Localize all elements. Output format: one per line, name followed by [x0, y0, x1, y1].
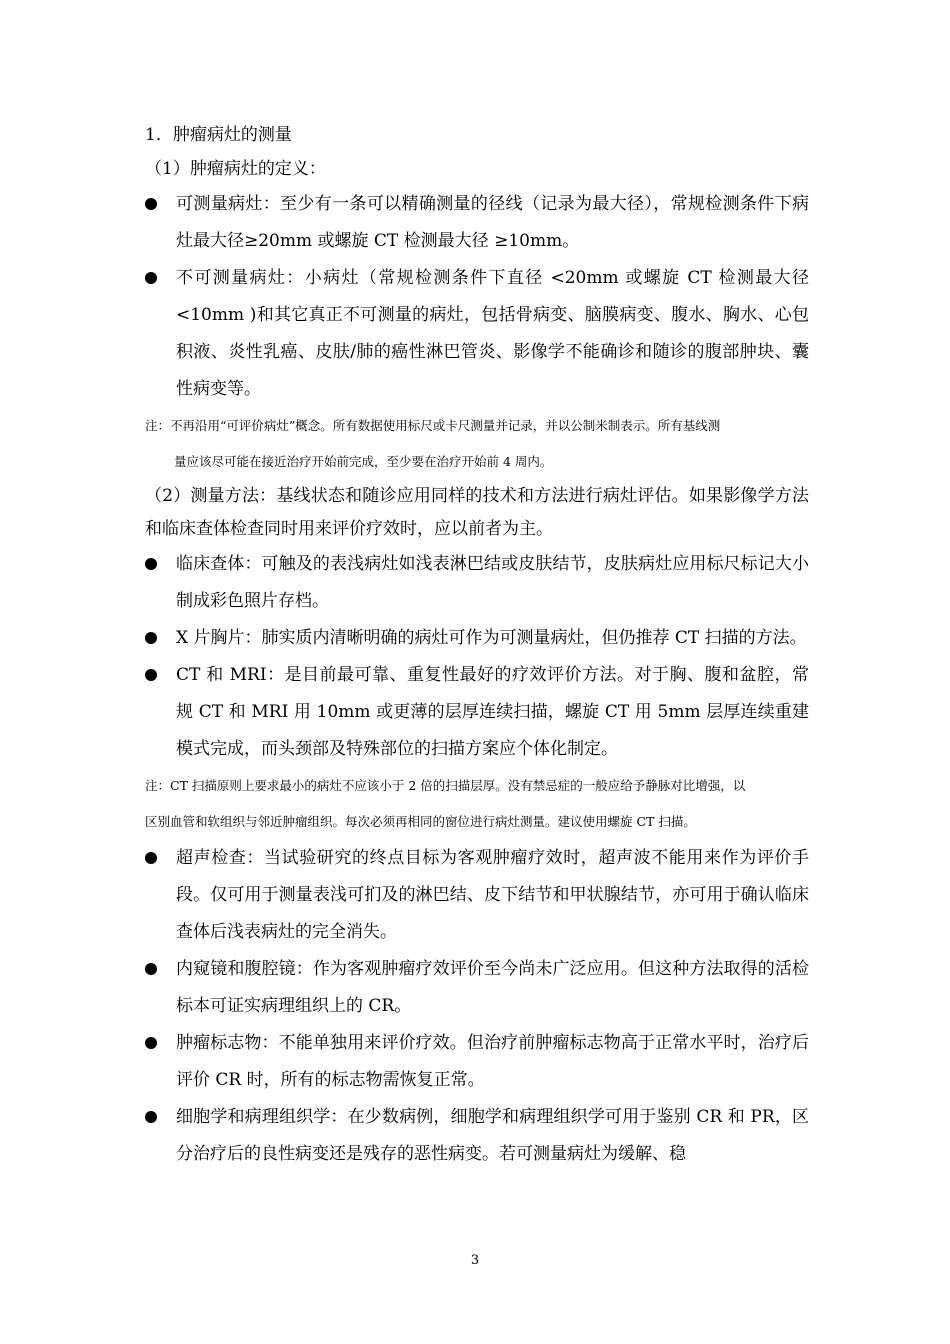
bullet-text: 不可测量病灶：小病灶（常规检测条件下直径 <20mm 或螺旋 CT 检测最大径 <10mm )和其它真正不可测量的病灶，包括骨病变、脑膜病变、腹水、胸水、心包积液、炎性乳癌、皮肤/肺的癌性淋巴管炎、影像学不能确诊和随诊的腹部肿块、囊性病变等。	[176, 268, 809, 399]
note-line: 注：CT 扫描原则上要求最小的病灶不应该小于 2 倍的扫描层厚。没有禁忌症的一般应给予静脉对比增强，以	[145, 778, 746, 793]
bullet-dot-icon	[145, 1111, 157, 1123]
bullet-dot-icon	[145, 963, 157, 975]
bullet-non-measurable-lesion	[145, 260, 809, 408]
bullet-text: 细胞学和病理组织学：在少数病例，细胞学和病理组织学可用于鉴别 CR 和 PR，区分治疗后的良性病变还是残存的恶性病变。若可测量病灶为缓解、稳	[176, 1107, 809, 1164]
bullet-text: 可测量病灶：至少有一条可以精确测量的径线（记录为最大径），常规检测条件下病灶最大径≥20mm 或螺旋 CT 检测最大径 ≥10mm。	[176, 194, 809, 251]
bullet-ct-mri	[145, 657, 809, 768]
bullet-clinical-exam	[145, 546, 809, 620]
bullet-text: 临床查体：可触及的表浅病灶如浅表淋巴结或皮肤结节，皮肤病灶应用标尺标记大小制成彩色照片存档。	[176, 554, 809, 611]
section-title: 1．肿瘤病灶的测量	[145, 125, 292, 145]
bullet-dot-icon	[145, 558, 157, 570]
bullet-text: 内窥镜和腹腔镜：作为客观肿瘤疗效评价至今尚未广泛应用。但这种方法取得的活检标本可证实病理组织上的 CR。	[176, 959, 809, 1016]
note-line: 注：不再沿用“可评价病灶”概念。所有数据使用标尺或卡尺测量并记录，并以公制米制表示。所有基线测	[145, 418, 721, 433]
page-content	[145, 118, 809, 1173]
bullet-chest-xray	[145, 620, 809, 657]
bullet-text: 肿瘤标志物：不能单独用来评价疗效。但治疗前肿瘤标志物高于正常水平时，治疗后评价 CR 时，所有的标志物需恢复正常。	[176, 1033, 809, 1090]
note-line: 量应该尽可能在接近治疗开始前完成，至少要在治疗开始前 4 周内。	[174, 454, 553, 469]
bullet-endoscopy	[145, 951, 809, 1025]
page-number: 3	[470, 1253, 480, 1268]
bullet-text: X 片胸片：肺实质内清晰明确的病灶可作为可测量病灶，但仍推荐 CT 扫描的方法。	[176, 628, 807, 648]
subsection-measurement-method: （2）测量方法：基线状态和随诊应用同样的技术和方法进行病灶评估。如果影像学方法和临床查体检查同时用来评价疗效时，应以前者为主。	[145, 486, 809, 539]
bullet-dot-icon	[145, 1037, 157, 1049]
bullet-ultrasound	[145, 840, 809, 951]
note-line: 区别血管和软组织与邻近肿瘤组织。每次必须再相同的窗位进行病灶测量。建议使用螺旋 CT 扫描。	[145, 814, 696, 829]
bullet-text: 超声检查：当试验研究的终点目标为客观肿瘤疗效时，超声波不能用来作为评价手段。仅可用于测量表浅可扪及的淋巴结、皮下结节和甲状腺结节，亦可用于确认临床查体后浅表病灶的完全消失。	[176, 848, 809, 942]
note-ct-scan	[145, 768, 809, 840]
bullet-tumor-markers	[145, 1025, 809, 1099]
bullet-measurable-lesion	[145, 186, 809, 260]
bullet-cytology-pathology	[145, 1099, 809, 1173]
bullet-dot-icon	[145, 669, 157, 681]
bullet-dot-icon	[145, 632, 157, 644]
bullet-dot-icon	[145, 852, 157, 864]
subsection-definition-title: （1）肿瘤病灶的定义：	[145, 159, 326, 179]
bullet-dot-icon	[145, 198, 157, 210]
bullet-text: CT 和 MRI：是目前最可靠、重复性最好的疗效评价方法。对于胸、腹和盆腔，常规 CT 和 MRI 用 10mm 或更薄的层厚连续扫描，螺旋 CT 用 5mm 层厚连续重建模式完成，而头颈部及特殊部位的扫描方案应个体化制定。	[176, 665, 809, 759]
note-evaluable-lesion	[145, 408, 809, 480]
bullet-dot-icon	[145, 272, 157, 284]
